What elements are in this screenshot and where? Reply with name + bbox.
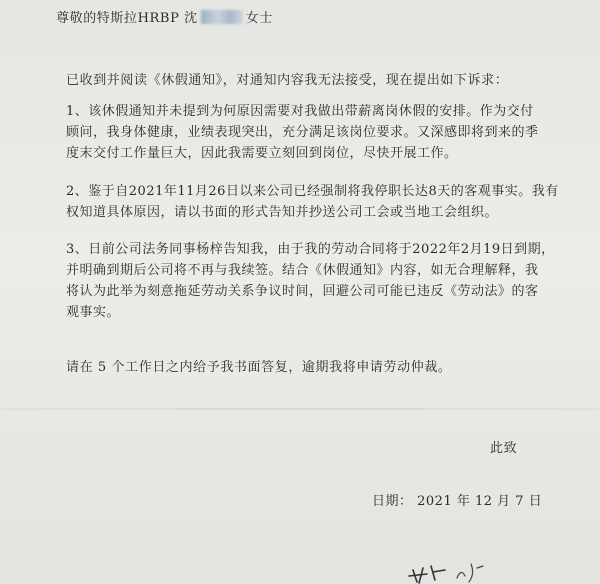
handwritten-signature xyxy=(405,558,495,584)
closing-request: 请在 5 个工作日之内给予我书面答复，逾期我将申请劳动仲裁。 xyxy=(66,360,452,375)
paragraph-2-line: 权知道具体原因，请以书面的形式告知并抄送公司工会或当地工会组织。 xyxy=(66,205,499,220)
paragraph-2 xyxy=(66,181,570,223)
paragraph-3-line: 并明确到期后公司将不再与我续签。结合《休假通知》内容，如无合理解释，我 xyxy=(66,263,539,278)
paragraph-2-line: 2、鉴于自2021年11月26日以来公司已经强制将我停职长达8天的客观事实。我有 xyxy=(66,184,559,199)
intro-text: 已收到并阅读《休假通知》，对通知内容我无法接受，现在提出如下诉求： xyxy=(66,73,509,88)
paragraph-1-line: 顾问，我身体健康，业绩表现突出，充分满足该岗位要求。又深感即将到来的季 xyxy=(66,125,539,140)
paragraph-3-line: 3、日前公司法务同事杨梓告知我，由于我的劳动合同将于2022年2月19日到期， xyxy=(66,242,555,257)
paragraph-3 xyxy=(66,239,570,323)
salutation-prefix: 尊敬的特斯拉HRBP 沈 xyxy=(56,11,198,26)
paragraph-3-line: 观事实。 xyxy=(66,305,121,320)
paragraph-3-line: 将认为此举为刻意拖延劳动关系争议时间，回避公司可能已违反《劳动法》的客 xyxy=(66,284,539,299)
paragraph-1-line: 1、该休假通知并未提到为何原因需要对我做出带薪离岗休假的安排。作为交付 xyxy=(66,104,534,119)
salutation-suffix: 女士 xyxy=(245,11,273,26)
cizhi-text: 此致 xyxy=(490,441,518,456)
paragraph-1 xyxy=(66,101,570,164)
paragraph-1-line: 度末交付工作量巨大，因此我需要立刻回到岗位，尽快开展工作。 xyxy=(66,146,458,161)
salutation xyxy=(56,10,600,28)
paper-fold-line xyxy=(0,408,600,410)
letter-date: 日期： 2021 年 12 月 7 日 xyxy=(372,494,543,509)
redacted-name xyxy=(201,10,243,24)
